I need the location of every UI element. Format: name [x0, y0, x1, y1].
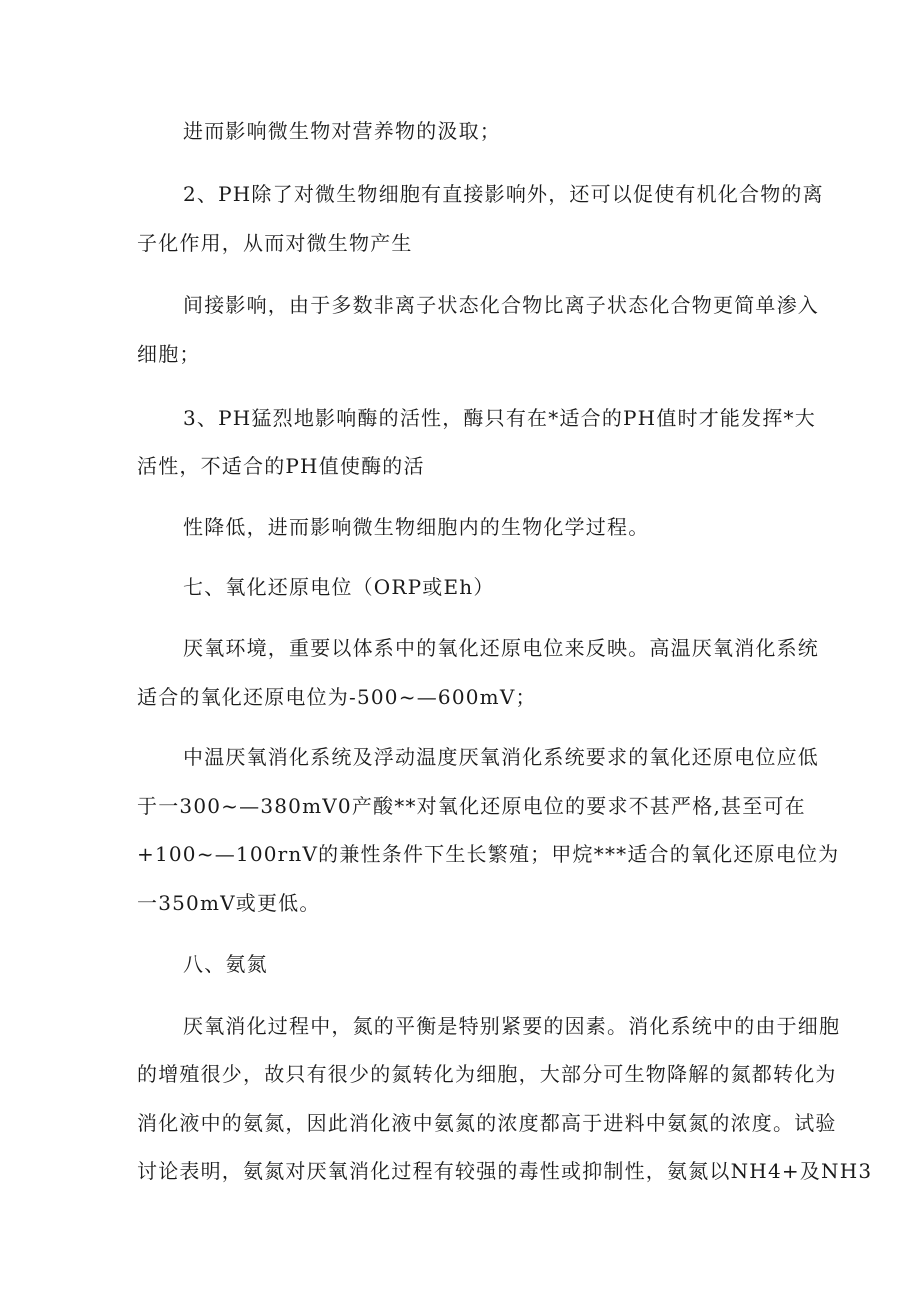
text-line-7: 活性，不适合的PH值使酶的活: [137, 454, 425, 478]
text-line-2: 2、PH除了对微生物细胞有直接影响外，还可以促使有机化合物的离: [183, 182, 824, 206]
section-heading-ammonia: 八、氨氮: [183, 952, 268, 976]
text-line-15: 一350mV或更低。: [137, 891, 321, 915]
text-line-13: 于一300~—380mV0产酸**对氧化还原电位的要求不甚严格,甚至可在: [137, 794, 806, 818]
text-line-6: 3、PH猛烈地影响酶的活性，酶只有在*适合的PH值时才能发挥*大: [183, 406, 816, 430]
text-line-19: 消化液中的氨氮，因此消化液中氨氮的浓度都高于进料中氨氮的浓度。试验: [137, 1111, 837, 1135]
text-line-18: 的增殖很少，故只有很少的氮转化为细胞，大部分可生物降解的氮都转化为: [137, 1062, 837, 1086]
text-line-3: 子化作用，从而对微生物产生: [137, 231, 413, 255]
text-line-12: 中温厌氧消化系统及浮动温度厌氧消化系统要求的氧化还原电位应低: [183, 745, 819, 769]
section-heading-orp: 七、氧化还原电位（ORP或Eh）: [183, 575, 495, 599]
text-line-20: 讨论表明，氨氮对厌氧消化过程有较强的毒性或抑制性，氨氮以NH4+及NH3: [137, 1159, 873, 1183]
text-line-10: 厌氧环境，重要以体系中的氧化还原电位来反映。高温厌氧消化系统: [183, 636, 819, 660]
text-line-14: +100~—100rnV的兼性条件下生长繁殖；甲烷***适合的氧化还原电位为: [137, 842, 840, 866]
text-line-11: 适合的氧化还原电位为-500~—600mV；: [137, 685, 537, 709]
text-line-5: 细胞；: [137, 342, 201, 366]
text-line-1: 进而影响微生物对营养物的汲取；: [183, 119, 501, 143]
text-line-8: 性降低，进而影响微生物细胞内的生物化学过程。: [183, 515, 650, 539]
text-line-4: 间接影响，由于多数非离子状态化合物比离子状态化合物更简单渗入: [183, 293, 819, 317]
text-line-17: 厌氧消化过程中，氮的平衡是特别紧要的因素。消化系统中的由于细胞: [183, 1014, 841, 1038]
